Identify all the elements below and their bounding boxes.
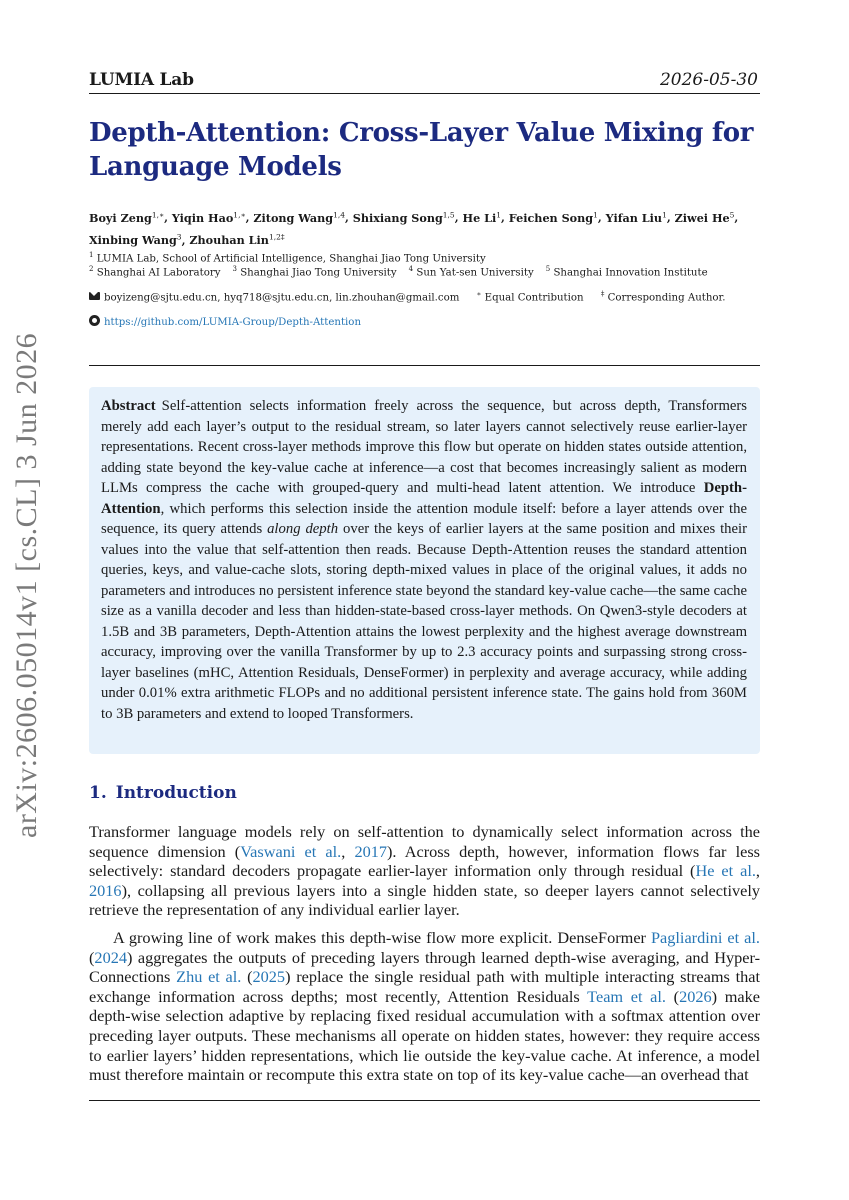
intro-paragraph-2: A growing line of work makes this depth-wise flow more explicit. DenseFormer Pagliardini et al. (2024) aggregates the outputs of preceding layers through learned depth-wise averaging, and Hyper-Connections Zhu et al. (2025) replace the single residual path with multiple interacting streams that exchange information across depths; most recently, Attention Residuals Team et al. (2026) make depth-wise selection adaptive by replacing fixed residual accumulation with a softmax attention over preceding layer outputs. These mechanisms all operate on hidden states, however: they require access to earlier layers’ hidden representations, which lie outside the key-value cache. At inference, a model must therefore maintain or recompute this extra state on top of its key-value cache—an overhead that [89, 928, 761, 1085]
author: Shixiang Song$^{1,5}$ [352, 210, 455, 225]
github-line [89, 315, 361, 328]
author: Xinbing Wang$^3$ [89, 232, 182, 248]
citation-link[interactable]: 2024 [94, 947, 127, 967]
email-list[interactable]: boyizeng@sjtu.edu.cn, hyq718@sjtu.edu.cn, lin.zhouhan@gmail.com [104, 292, 460, 304]
author: Boyi Zeng$^{1,∗}$ [89, 210, 165, 225]
lab-name: LUMIA Lab [89, 70, 194, 90]
arxiv-stamp: arXiv:2606.05014v1 [cs.CL] 3 Jun 2026 [10, 332, 43, 838]
citation-link[interactable]: Zhu et al. [176, 967, 242, 987]
author: Zitong Wang$^{1,4}$ [253, 210, 345, 225]
intro-paragraph-1: Transformer language models rely on self-attention to dynamically select information across the sequence dimension (Vaswani et al., 2017). Across depth, however, information flows far less selectively: standard decoders propagate earlier-layer information only through residual (He et al., 2016), collapsing all previous layers into a single hidden state, so deeper layers cannot selectively retrieve the representation of any individual earlier layer. [89, 822, 761, 920]
envelope-icon [89, 292, 100, 300]
author-list: Boyi Zeng$^{1,∗}$, Yiqin Hao$^{1,∗}$, Zitong Wang$^{1,4}$, Shixiang Song$^{1,5}$, He Li$^1$, Feichen Song$^1$, Yifan Liu$^1$, Ziwei He$^5$, Xinbing Wang$^3$, Zhouhan Lin$^{1,2\ddagger}$ [89, 210, 739, 248]
paper-date: 2026-05-30 [659, 70, 758, 90]
section-rule [89, 365, 760, 366]
abstract-label: Abstract [101, 398, 156, 414]
corresponding-author-note: Corresponding Author. [607, 292, 726, 304]
author: Yiqin Hao$^{1,∗}$ [171, 210, 246, 225]
section-heading: 1. Introduction [89, 783, 237, 803]
header-rule [89, 93, 760, 94]
equal-contribution-note: Equal Contribution [484, 292, 584, 304]
citation-link[interactable]: 2025 [252, 967, 286, 987]
citation-link[interactable]: He et al. [695, 861, 756, 881]
author: Zhouhan Lin$^{1,2\ddagger}$ [189, 232, 285, 248]
abstract-box [89, 387, 760, 754]
author: He Li$^1$ [462, 210, 501, 225]
paper-title: Depth-Attention: Cross-Layer Value Mixing for Language Models [89, 118, 754, 182]
abstract-text: Abstract Self-attention selects information freely across the sequence, but across depth, Transformers merely add each layer’s output to the residual stream, so later layers cannot selectively reuse earlier-layer representations. Recent cross-layer methods improve this flow but operate on hidden states outside attention, adding state beyond the key-value cache at inference—a cost that becomes increasingly salient as modern LLMs compress the cache with grouped-query and multi-head latent attention. We introduce Depth-Attention, which performs this selection inside the attention module itself: before a layer attends over the sequence, its query attends along depth over the keys of earlier layers at the same position and mixes their values into the value that self-attention then reads. Because Depth-Attention reuses the standard attention queries, keys, and value-cache slots, storing depth-mixed values in place of the original values, it adds no parameters and introduces no persistent inference state beyond the standard key-value cache—the same cache size as a vanilla decoder and less than hidden-state-based cross-layer methods. On Qwen3-style decoders at 1.5B and 3B parameters, Depth-Attention attains the lowest perplexity and the highest average downstream accuracy, improving over the vanilla Transformer by up to 2.3 accuracy points and surpassing strong cross-layer baselines (mHC, Attention Residuals, DenseFormer) in perplexity and average accuracy, while adding under 0.01% extra arithmetic FLOPs and no additional persistent inference state. The gains hold from 360M to 3B parameters and extend to looped Transformers. [101, 398, 748, 722]
citation-link[interactable]: Team et al. [587, 986, 666, 1006]
github-link[interactable]: https://github.com/LUMIA-Group/Depth-Attention [104, 317, 362, 328]
citation-link[interactable]: Pagliardini et al. [650, 928, 760, 947]
footer-rule [89, 1100, 760, 1101]
github-icon [89, 315, 100, 326]
author: Yifan Liu$^1$ [605, 210, 667, 225]
citation-link[interactable]: 2026 [679, 986, 712, 1006]
citation-link[interactable]: Vaswani et al. [240, 841, 342, 861]
author: Ziwei He$^5$ [674, 210, 735, 225]
affiliation-line-1: $^1$ LUMIA Lab, School of Artificial Intelligence, Shanghai Jiao Tong University [89, 251, 486, 265]
citation-link[interactable]: 2016 [89, 880, 122, 900]
citation-link[interactable]: 2017 [354, 841, 387, 861]
affiliation-line-2: $^2$ Shanghai AI Laboratory $^3$ Shanghai Jiao Tong University $^4$ Sun Yat-sen University $^5$ Shanghai Innovation Institute [89, 265, 708, 279]
contact-line: boyizeng@sjtu.edu.cn, hyq718@sjtu.edu.cn, lin.zhouhan@gmail.com ∗ Equal Contribution ‡ Corresponding Author. [89, 290, 726, 303]
author: Feichen Song$^1$ [508, 210, 598, 225]
